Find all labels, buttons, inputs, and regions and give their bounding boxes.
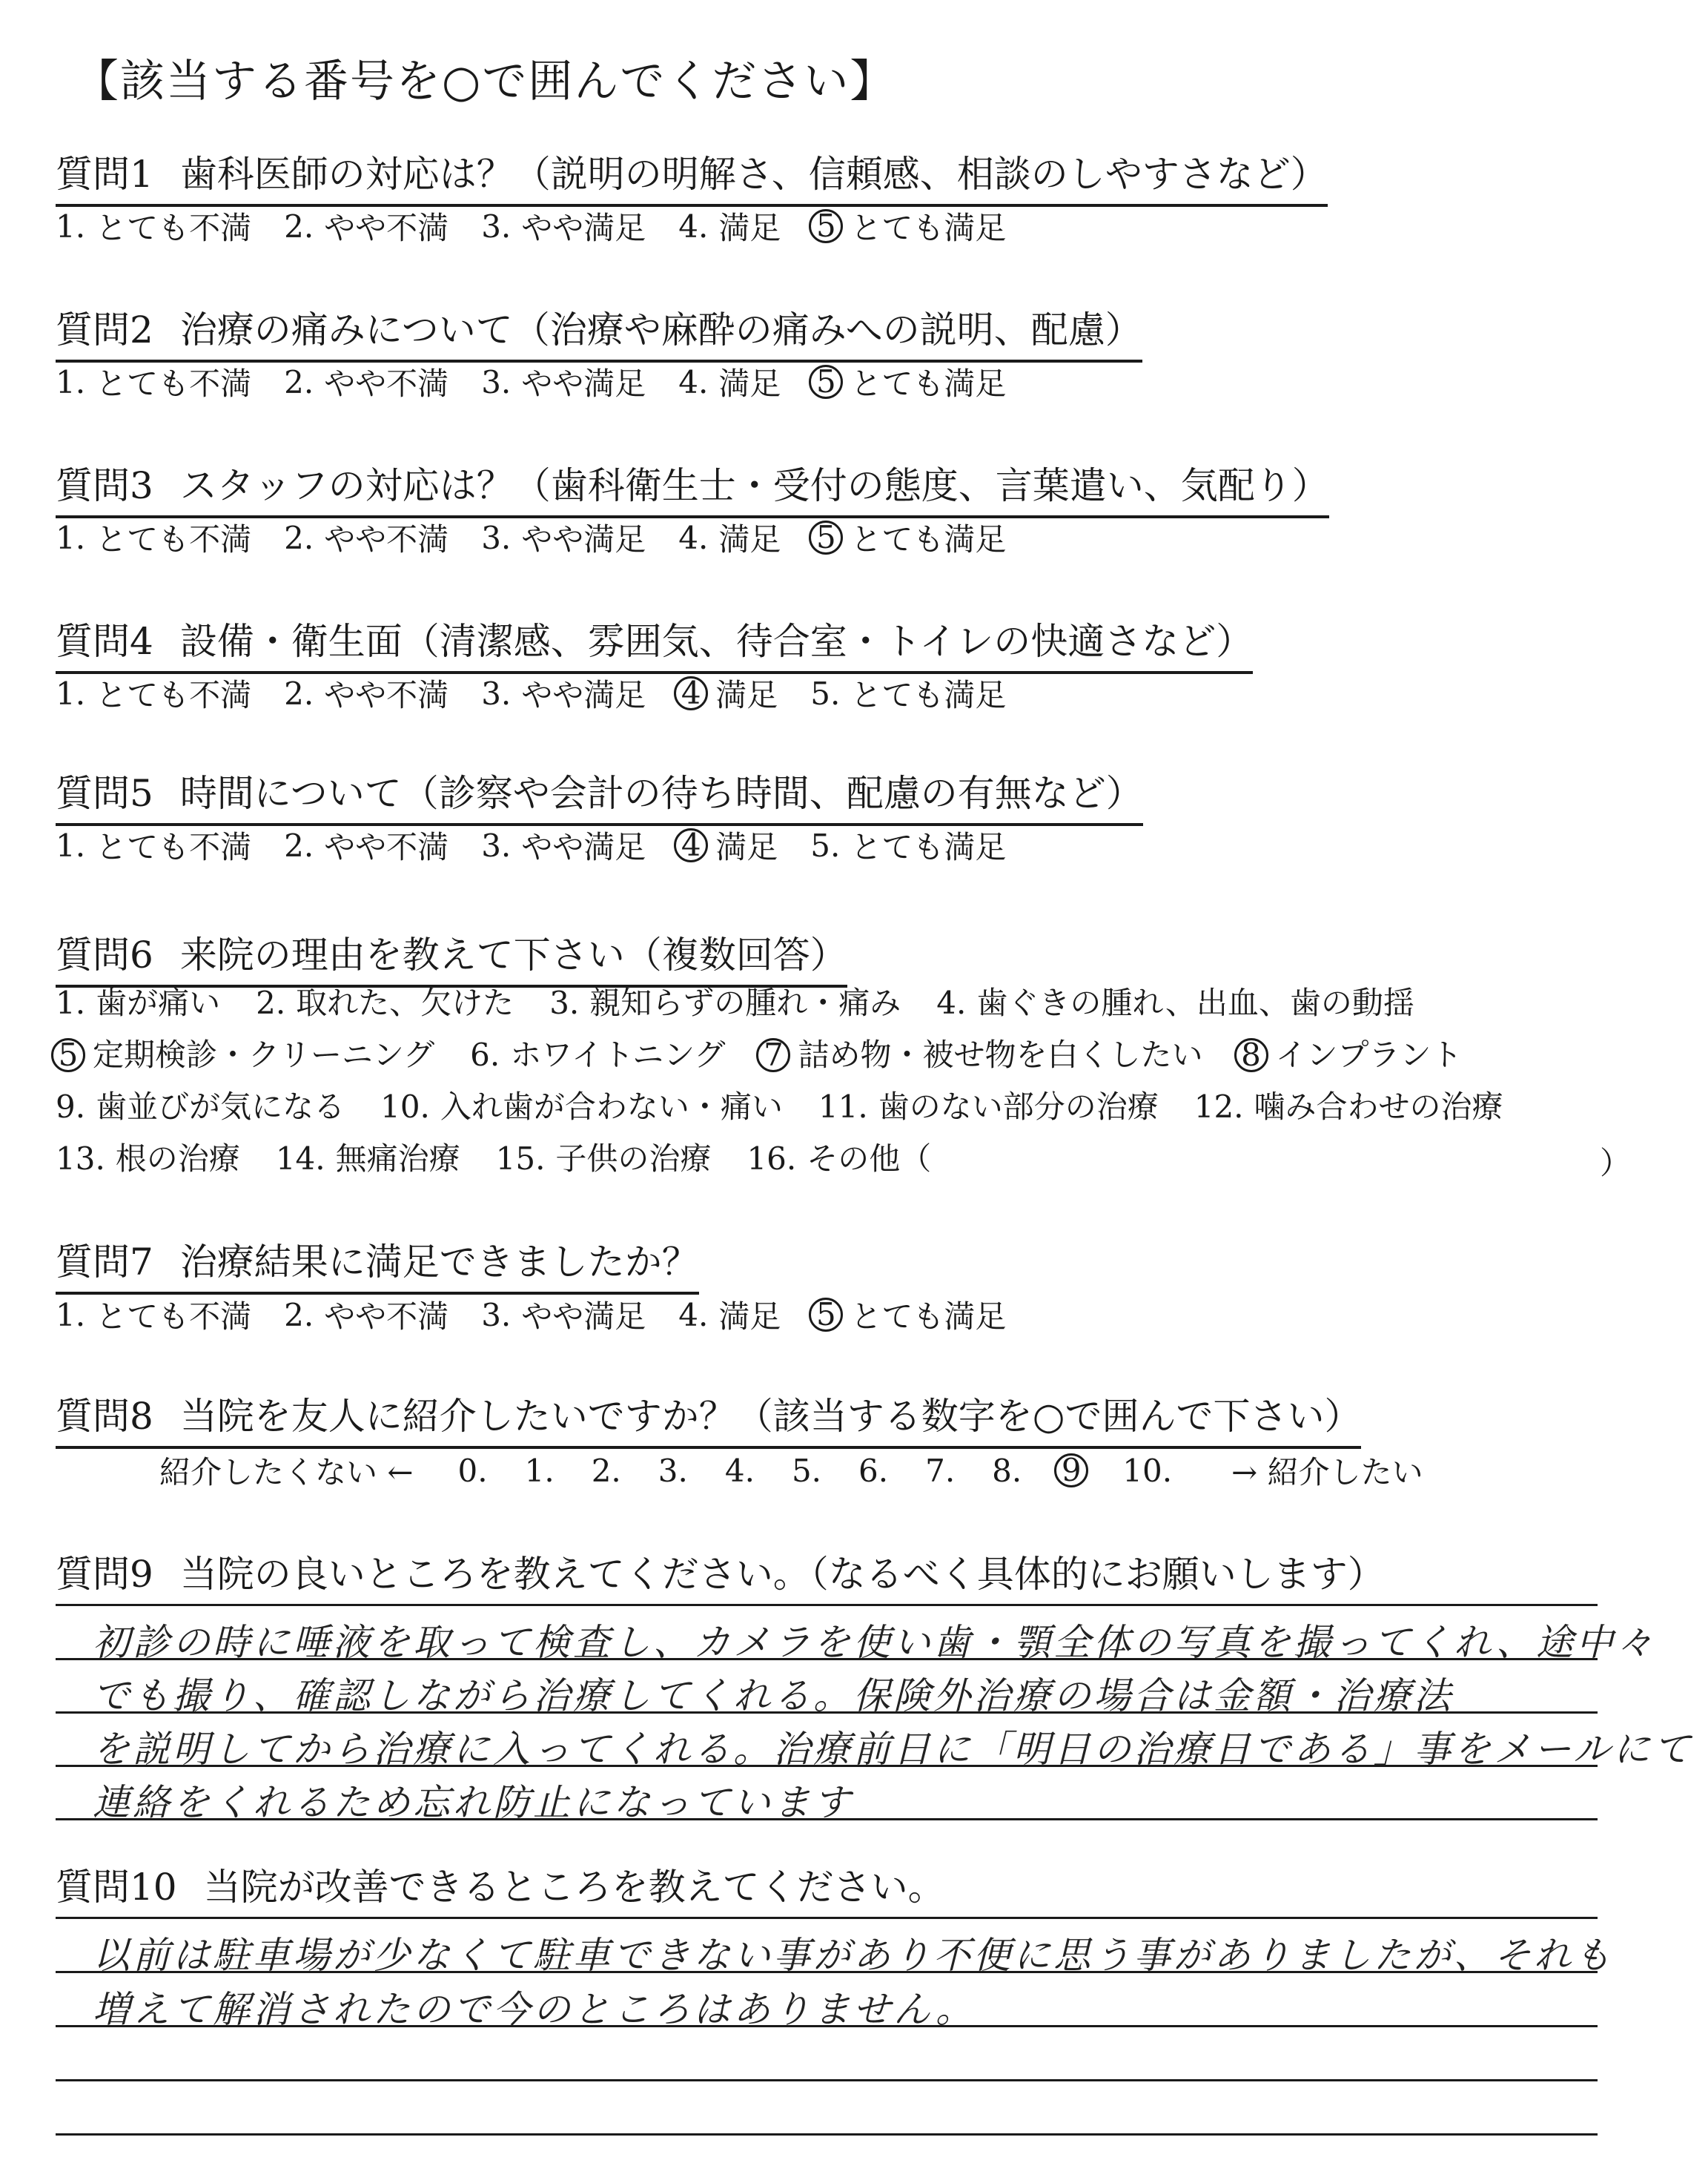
option-label: 満足 bbox=[718, 521, 781, 558]
option-number: 3. bbox=[481, 675, 512, 712]
question-text: スタッフの対応は？（歯科衛生士・受付の態度、言葉遣い、気配り） bbox=[179, 464, 1329, 507]
option-number: 4 bbox=[674, 828, 708, 862]
option-label: 噛み合わせの治療 bbox=[1254, 1089, 1503, 1125]
q4-options bbox=[56, 671, 1039, 716]
option-number: 11. bbox=[818, 1089, 868, 1125]
option-number: 8 bbox=[1234, 1038, 1268, 1072]
option[interactable] bbox=[678, 204, 781, 248]
option-number: 7. bbox=[925, 1452, 956, 1489]
option-number: 6. bbox=[470, 1037, 500, 1073]
option[interactable] bbox=[284, 360, 448, 404]
option-number: 16. bbox=[747, 1140, 797, 1177]
option-label: 歯ぐきの腫れ、出血、歯の動揺 bbox=[976, 985, 1414, 1021]
option[interactable] bbox=[56, 360, 251, 404]
option-number: 1. bbox=[56, 363, 86, 400]
option[interactable] bbox=[592, 1453, 621, 1489]
option-label: やや満足 bbox=[521, 677, 646, 713]
option[interactable] bbox=[678, 1292, 781, 1337]
option[interactable] bbox=[284, 515, 448, 560]
option-number: 7 bbox=[756, 1038, 790, 1072]
q4-heading bbox=[56, 612, 1253, 674]
option[interactable] bbox=[458, 1453, 488, 1489]
option-circled[interactable] bbox=[813, 1292, 1006, 1337]
option-number: 12. bbox=[1194, 1089, 1244, 1125]
option-number: 1. bbox=[56, 827, 86, 864]
option[interactable] bbox=[56, 977, 220, 1029]
option-label: 満足 bbox=[718, 210, 781, 246]
option-number: 1. bbox=[56, 675, 86, 712]
option-number: 1. bbox=[524, 1452, 555, 1489]
option[interactable] bbox=[256, 977, 514, 1029]
q10-line-rule bbox=[56, 1917, 1598, 1919]
q9-text: 当院の良いところを教えてください。（なるべく具体的にお願いします） bbox=[179, 1553, 1385, 1596]
option-number: 0. bbox=[457, 1452, 488, 1489]
option[interactable] bbox=[658, 1453, 688, 1489]
option[interactable] bbox=[725, 1453, 755, 1489]
option-label: 満足 bbox=[718, 366, 781, 402]
option-number: 4 bbox=[674, 676, 708, 710]
form-title: 【該当する番号を○で囲んでください】 bbox=[74, 56, 896, 108]
option-label: やや満足 bbox=[521, 210, 646, 246]
option-label: 詰め物・被せ物を白くしたい bbox=[798, 1037, 1203, 1073]
option[interactable] bbox=[549, 977, 901, 1029]
option[interactable] bbox=[936, 977, 1414, 1029]
option-label: 入れ歯が合わない・痛い bbox=[440, 1089, 783, 1125]
question-number: 質問3 bbox=[56, 464, 153, 507]
q9-line-rule bbox=[56, 1604, 1598, 1606]
option-number: 4. bbox=[678, 363, 709, 400]
option-number: 2. bbox=[591, 1452, 621, 1489]
q8-heading bbox=[56, 1387, 1361, 1449]
option-number: 5 bbox=[809, 521, 843, 555]
q8-left-label: 紹介したくない ← bbox=[159, 1454, 414, 1490]
option[interactable] bbox=[276, 1133, 460, 1185]
option-label: とても不満 bbox=[96, 1298, 252, 1335]
option-number: 2. bbox=[284, 1296, 314, 1333]
option-circled[interactable] bbox=[1059, 1453, 1085, 1487]
q2-heading bbox=[56, 300, 1142, 363]
q9-answer-line: 連絡をくれるため忘れ防止になっています bbox=[93, 1781, 853, 1824]
question-text: 歯科医師の対応は？（説明の明解さ、信頼感、相談のしやすさなど） bbox=[179, 153, 1328, 196]
option[interactable] bbox=[858, 1453, 888, 1489]
q10-line-rule bbox=[56, 2133, 1598, 2136]
question-number: 質問4 bbox=[56, 620, 153, 663]
option[interactable] bbox=[56, 1081, 345, 1133]
option[interactable] bbox=[380, 1081, 783, 1133]
q8-number: 質問8 bbox=[56, 1395, 153, 1438]
option-number: 9. bbox=[56, 1089, 86, 1125]
option-label: その他（ bbox=[807, 1140, 932, 1177]
option-number: 13. bbox=[56, 1140, 105, 1177]
q1-heading bbox=[56, 145, 1328, 207]
option-label: やや不満 bbox=[324, 677, 449, 713]
option-number: 5 bbox=[51, 1038, 85, 1072]
option-label: 満足 bbox=[715, 677, 778, 713]
q9-answer-line: を説明してから治療に入ってくれる。治療前日に「明日の治療日である」事をメールにて bbox=[93, 1728, 1693, 1771]
q6-option-row bbox=[56, 1081, 1539, 1133]
option[interactable] bbox=[792, 1453, 821, 1489]
option-number: 3. bbox=[481, 827, 512, 864]
option-label: とても満足 bbox=[850, 1298, 1007, 1335]
option[interactable] bbox=[284, 823, 448, 868]
option[interactable] bbox=[1122, 1453, 1172, 1489]
option-number: 14. bbox=[275, 1140, 325, 1177]
option-label: 無痛治療 bbox=[335, 1140, 460, 1177]
option[interactable] bbox=[284, 204, 448, 248]
option[interactable] bbox=[496, 1133, 712, 1185]
q9-answer-line: でも撮り、確認しながら治療してくれる。保険外治療の場合は金額・治療法 bbox=[93, 1674, 1454, 1717]
option-label: とても満足 bbox=[850, 677, 1007, 713]
option[interactable] bbox=[810, 823, 1006, 868]
option-label: 満足 bbox=[715, 829, 778, 865]
option-label: やや不満 bbox=[324, 366, 449, 402]
option-number: 10. bbox=[380, 1089, 430, 1125]
option[interactable] bbox=[678, 360, 781, 404]
q6-option-row bbox=[56, 977, 1539, 1029]
option[interactable] bbox=[470, 1029, 725, 1081]
q10-text: 当院が改善できるところを教えてください。 bbox=[203, 1866, 945, 1909]
option[interactable] bbox=[810, 671, 1006, 716]
option-number: 3. bbox=[481, 1296, 512, 1333]
option-number: 3. bbox=[481, 363, 512, 400]
option-label: 根の治療 bbox=[115, 1140, 240, 1177]
option-label: 定期検診・クリーニング bbox=[93, 1037, 435, 1073]
option-label: やや不満 bbox=[324, 829, 449, 865]
option-circled[interactable] bbox=[56, 1029, 434, 1081]
option-label: 子供の治療 bbox=[555, 1140, 712, 1177]
option-number: 5. bbox=[810, 675, 841, 712]
option-label: とても不満 bbox=[96, 677, 252, 713]
q7-options bbox=[56, 1292, 1039, 1337]
q10-heading bbox=[56, 1857, 945, 1911]
q9-answer-line: 初診の時に唾液を取って検査し、カメラを使い歯・顎全体の写真を撮ってくれ、途中々 bbox=[93, 1621, 1656, 1664]
option[interactable] bbox=[525, 1453, 555, 1489]
option-label: とても不満 bbox=[96, 521, 252, 558]
q10-number: 質問10 bbox=[56, 1866, 177, 1909]
option-label: 歯のない部分の治療 bbox=[878, 1089, 1159, 1125]
option[interactable] bbox=[1194, 1081, 1503, 1133]
question-text: 設備・衛生面（清潔感、雰囲気、待合室・トイレの快適さなど） bbox=[179, 620, 1254, 663]
option-number: 3. bbox=[481, 519, 512, 556]
q6-other-close: ） bbox=[1600, 1145, 1632, 1181]
option[interactable] bbox=[56, 1292, 251, 1337]
option[interactable] bbox=[56, 1133, 240, 1185]
q3-heading bbox=[56, 456, 1329, 518]
option[interactable] bbox=[284, 1292, 448, 1337]
option-label: とても不満 bbox=[96, 366, 252, 402]
option-label: やや不満 bbox=[324, 210, 449, 246]
option[interactable] bbox=[481, 204, 646, 248]
option-label: とても満足 bbox=[850, 829, 1007, 865]
option-number: 4. bbox=[678, 208, 709, 245]
q5-options bbox=[56, 823, 1039, 868]
q7-number: 質問7 bbox=[56, 1241, 153, 1284]
option-number: 5 bbox=[809, 365, 843, 399]
q8-right-label: → 紹介したい bbox=[1231, 1454, 1423, 1490]
q6-number: 質問6 bbox=[56, 934, 153, 977]
option[interactable] bbox=[481, 823, 646, 868]
option-circled[interactable] bbox=[813, 204, 1006, 248]
option-circled[interactable] bbox=[761, 1029, 1202, 1081]
option-number: 5. bbox=[810, 827, 841, 864]
option[interactable] bbox=[747, 1133, 931, 1185]
option-number: 2. bbox=[284, 208, 314, 245]
q8-scale bbox=[159, 1448, 1423, 1493]
option-number: 3. bbox=[549, 985, 580, 1021]
question-number: 質問5 bbox=[56, 772, 153, 815]
option-number: 4. bbox=[678, 519, 709, 556]
option-number: 3. bbox=[658, 1452, 688, 1489]
option-circled[interactable] bbox=[1239, 1029, 1463, 1081]
option-number: 3. bbox=[481, 208, 512, 245]
option-label: 親知らずの腫れ・痛み bbox=[589, 985, 901, 1021]
option-number: 4. bbox=[936, 985, 967, 1021]
option-number: 1. bbox=[56, 208, 86, 245]
option-label: やや不満 bbox=[324, 1298, 449, 1335]
option-label: とても不満 bbox=[96, 210, 252, 246]
option-number: 4. bbox=[678, 1296, 709, 1333]
option-number: 8. bbox=[992, 1452, 1022, 1489]
option-number: 10. bbox=[1122, 1452, 1173, 1489]
question-number: 質問2 bbox=[56, 308, 153, 351]
option-label: やや満足 bbox=[521, 829, 646, 865]
q6-option-row bbox=[56, 1133, 1539, 1185]
q7-text: 治療結果に満足できましたか？ bbox=[179, 1241, 699, 1284]
option-label: インプラント bbox=[1275, 1037, 1463, 1073]
option-number: 1. bbox=[56, 519, 86, 556]
q9-heading bbox=[56, 1545, 1385, 1598]
option-circled[interactable] bbox=[813, 515, 1006, 560]
q10-answer-line: 増えて解消されたので今のところはありません。 bbox=[93, 1988, 976, 2031]
option-label: とても満足 bbox=[850, 366, 1007, 402]
option-label: やや満足 bbox=[521, 521, 646, 558]
q5-heading bbox=[56, 764, 1143, 826]
option-label: やや不満 bbox=[324, 521, 449, 558]
option-label: 取れた、欠けた bbox=[296, 985, 514, 1021]
option-number: 2. bbox=[284, 675, 314, 712]
q9-number: 質問9 bbox=[56, 1553, 153, 1596]
question-text: 治療の痛みについて（治療や麻酔の痛みへの説明、配慮） bbox=[179, 308, 1142, 351]
option-number: 2. bbox=[284, 827, 314, 864]
option-label: やや満足 bbox=[521, 1298, 646, 1335]
option[interactable] bbox=[56, 823, 251, 868]
option-number: 5 bbox=[809, 1298, 843, 1332]
q6-option-row bbox=[56, 1029, 1539, 1081]
option-circled[interactable] bbox=[813, 360, 1006, 404]
option-label: とても不満 bbox=[96, 829, 252, 865]
question-number: 質問1 bbox=[56, 153, 153, 196]
option-label: ホワイトニング bbox=[510, 1037, 726, 1073]
option-label: 歯並びが気になる bbox=[96, 1089, 345, 1125]
q10-answer-line: 以前は駐車場が少なくて駐車できない事があり不便に思う事がありましたが、それも bbox=[93, 1934, 1614, 1977]
option[interactable] bbox=[925, 1453, 955, 1489]
q8-text: 当院を友人に紹介したいですか？（該当する数字を○で囲んで下さい） bbox=[179, 1395, 1362, 1438]
option[interactable] bbox=[678, 515, 781, 560]
q7-heading bbox=[56, 1232, 699, 1295]
option-circled[interactable] bbox=[678, 671, 778, 716]
q1-options bbox=[56, 204, 1039, 248]
q8-scale-numbers bbox=[458, 1453, 1210, 1489]
option-label: とても満足 bbox=[850, 210, 1007, 246]
option[interactable] bbox=[56, 204, 251, 248]
option-number: 1. bbox=[56, 985, 86, 1021]
option-number: 4. bbox=[724, 1452, 755, 1489]
option[interactable] bbox=[56, 671, 251, 716]
option-number: 15. bbox=[495, 1140, 546, 1177]
option-number: 1. bbox=[56, 1296, 86, 1333]
question-text: 時間について（診察や会計の待ち時間、配慮の有無など） bbox=[179, 772, 1143, 815]
option[interactable] bbox=[481, 360, 646, 404]
q6-text: 来院の理由を教えて下さい（複数回答） bbox=[179, 934, 847, 977]
q10-line-rule bbox=[56, 2079, 1598, 2081]
option[interactable] bbox=[992, 1453, 1022, 1489]
option-number: 5 bbox=[809, 209, 843, 243]
q2-options bbox=[56, 360, 1039, 404]
q6-options bbox=[56, 977, 1539, 1185]
option-label: やや満足 bbox=[521, 366, 646, 402]
option[interactable] bbox=[481, 1292, 646, 1337]
option-label: とても満足 bbox=[850, 521, 1007, 558]
option-label: 満足 bbox=[718, 1298, 781, 1335]
option-number: 2. bbox=[284, 519, 314, 556]
option-circled[interactable] bbox=[678, 823, 778, 868]
option-label: 歯が痛い bbox=[96, 985, 221, 1021]
option[interactable] bbox=[481, 671, 646, 716]
option-number: 2. bbox=[284, 363, 314, 400]
option-number: 2. bbox=[256, 985, 286, 1021]
option-number: 5. bbox=[791, 1452, 822, 1489]
option-number: 9 bbox=[1054, 1453, 1088, 1487]
option[interactable] bbox=[481, 515, 646, 560]
q3-options bbox=[56, 515, 1039, 560]
option[interactable] bbox=[818, 1081, 1159, 1133]
option-number: 6. bbox=[858, 1452, 889, 1489]
option[interactable] bbox=[56, 515, 251, 560]
option[interactable] bbox=[284, 671, 448, 716]
